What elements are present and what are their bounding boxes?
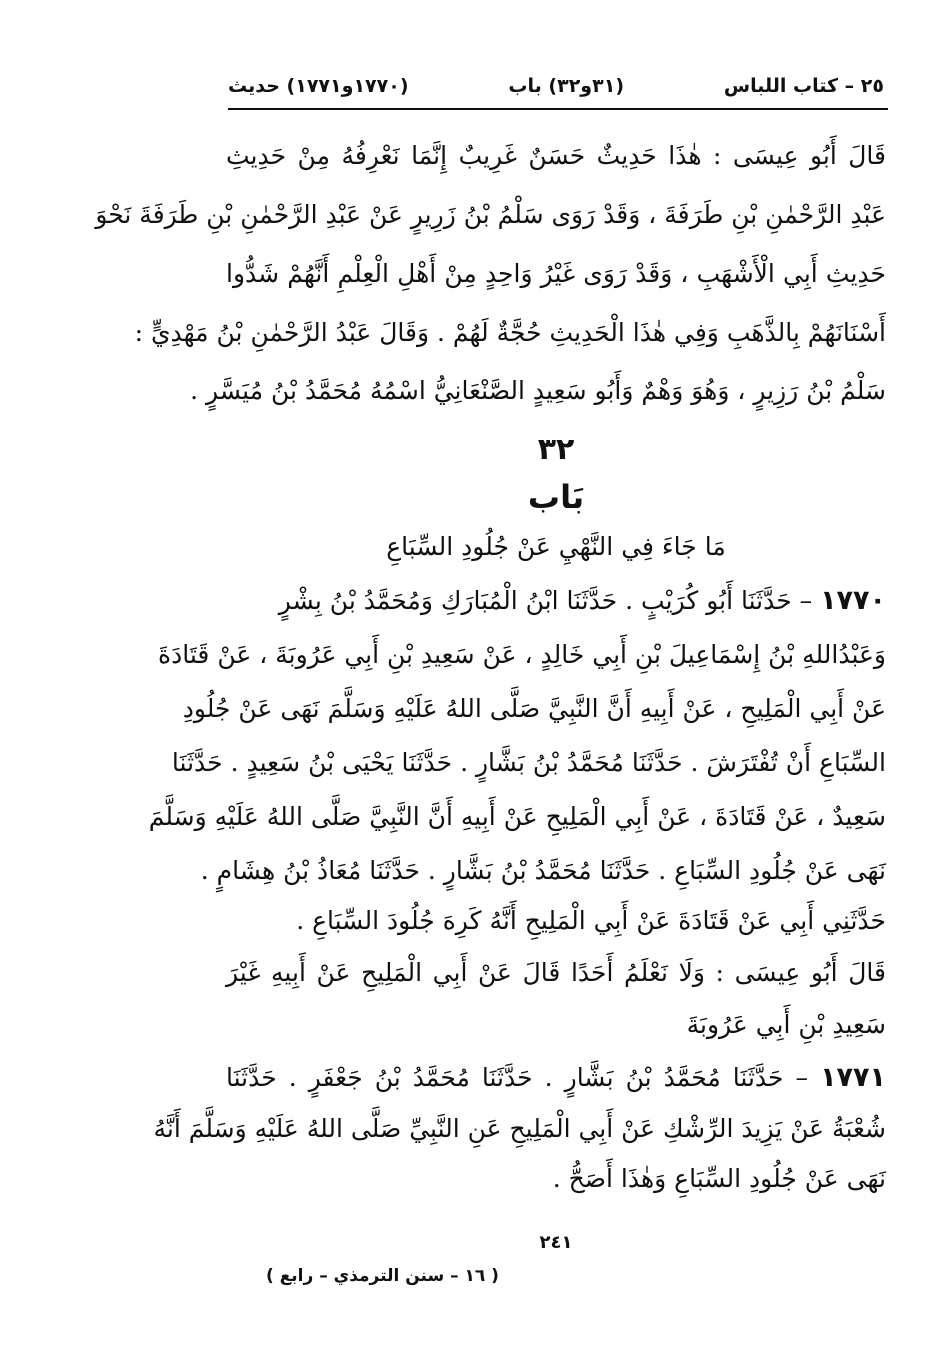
hadith-line: حَدَّثَنِي أَبِي عَنْ قَتَادَةَ عَنْ أَبِي الْمَلِيحِ أَنَّهُ كَرِهَ جُلُودَ السِّبَاعِ . [296,906,886,935]
intro-line: عَبْدِ الرَّحْمٰنِ بْنِ طَرَفَةَ ، وَقَدْ رَوَى سَلْمُ بْنُ زَرِيرٍ عَنْ عَبْدِ الرَّحْمٰنِ بْنِ طَرَفَةَ نَحْوَ [95,200,886,229]
intro-line: سَلْمُ بْنُ رَزِيرٍ ، وَهُوَ وَهْمٌ وَأَبُو سَعِيدٍ الصَّنْعَانِيُّ اسْمُهُ مُحَمَّدُ بْنُ مُيَسَّرٍ . [190,376,886,405]
hadith-line: السِّبَاعِ أَنْ تُفْتَرَشَ . حَدَّثَنَا مُحَمَّدُ بْنُ بَشَّارٍ . حَدَّثَنَا يَحْيَى بْنُ سَعِيدٍ . حَدَّثَنَا [171,748,886,777]
printer-signature: ( ١٦ – سنن الترمذي – رابع ) [266,1266,499,1286]
hadith-comment-line: سَعِيدِ بْنِ أَبِي عَرُوبَةَ [686,1010,886,1039]
intro-line: قَالَ أَبُو عِيسَى : هٰذَا حَدِيثٌ حَسَنٌ غَرِيبٌ إِنَّمَا نَعْرِفُهُ مِنْ حَدِيثِ [226,141,886,170]
running-header [228,66,884,106]
hadith-line: عَنْ أَبِي الْمَلِيحِ ، عَنْ أَبِيهِ أَنَّ النَّبِيَّ صَلَّى اللهُ عَلَيْهِ وَسَلَّمَ نَهَى عَنْ جُلُودِ [182,694,886,723]
intro-line: حَدِيثِ أَبِي الْأَشْهَبِ ، وَقَدْ رَوَى غَيْرُ وَاحِدٍ مِنْ أَهْلِ الْعِلْمِ أَنَّهُمْ شَدُّوا [226,259,886,288]
chapter-label: بَاب [527,478,585,516]
hadith-line: وَعَبْدُاللهِ بْنُ إِسْمَاعِيلَ بْنِ أَبِي خَالِدٍ ، عَنْ سَعِيدِ بْنِ أَبِي عَرُوبَةَ ، عَنْ قَتَادَةَ [158,640,886,669]
hadith-line: سَعِيدٌ ، عَنْ قَتَادَةَ ، عَنْ أَبِي الْمَلِيحِ عَنْ أَبِيهِ أَنَّ النَّبِيَّ صَلَّى اللهُ عَلَيْهِ وَسَلَّمَ [148,802,886,831]
chapter-number: ٣٢ [537,432,575,467]
header-book-title: ٢٥ – كتاب اللباس [723,75,884,97]
hadith-number: ١٧٧١ [820,1062,886,1093]
hadith-line: نَهَى عَنْ جُلُودِ السِّبَاعِ وَهٰذَا أَصَحُّ . [552,1164,886,1193]
chapter-title: مَا جَاءَ فِي النَّهْيِ عَنْ جُلُودِ السِّبَاعِ [386,532,726,561]
hadith-1770-line-1 [226,585,886,616]
hadith-line: شُعْبَةُ عَنْ يَزِيدَ الرِّشْكِ عَنْ أَبِي الْمَلِيحِ عَنِ النَّبِيِّ صَلَّى اللهُ عَلَيْهِ وَسَلَّمَ أَنَّهُ [153,1114,886,1143]
hadith-line: نَهَى عَنْ جُلُودِ السِّبَاعِ . حَدَّثَنَا مُحَمَّدُ بْنُ بَشَّارٍ . حَدَّثَنَا مُعَاذُ بْنُ هِشَامٍ . [200,856,886,885]
header-hadith-range: (١٧٧٠و١٧٧١) حديث [228,75,409,97]
header-divider [228,108,888,110]
hadith-1771-line-1 [226,1062,886,1093]
hadith-number: ١٧٧٠ [820,585,886,616]
hadith-comment-line: قَالَ أَبُو عِيسَى : وَلَا نَعْلَمُ أَحَدًا قَالَ عَنْ أَبِي الْمَلِيحِ عَنْ أَبِيهِ غَيْرَ [226,958,886,987]
hadith-text: – حَدَّثَنَا أَبُو كُرَيْبٍ . حَدَّثَنَا ابْنُ الْمُبَارَكِ وَمُحَمَّدُ بْنُ بِشْرٍ [278,586,813,615]
page-number: ٢٤١ [539,1232,573,1253]
header-section: (٣١و٣٢) باب [508,75,624,97]
intro-line: أَسْنَانَهُمْ بِالذَّهَبِ وَفِي هٰذَا الْحَدِيثِ حُجَّةٌ لَهُمْ . وَقَالَ عَبْدُ الرَّحْمٰنِ بْنُ مَهْدِيٍّ : [134,318,886,347]
hadith-text: – حَدَّثَنَا مُحَمَّدُ بْنُ بَشَّارٍ . حَدَّثَنَا مُحَمَّدُ بْنُ جَعْفَرٍ . حَدَّثَنَا [226,1063,809,1092]
